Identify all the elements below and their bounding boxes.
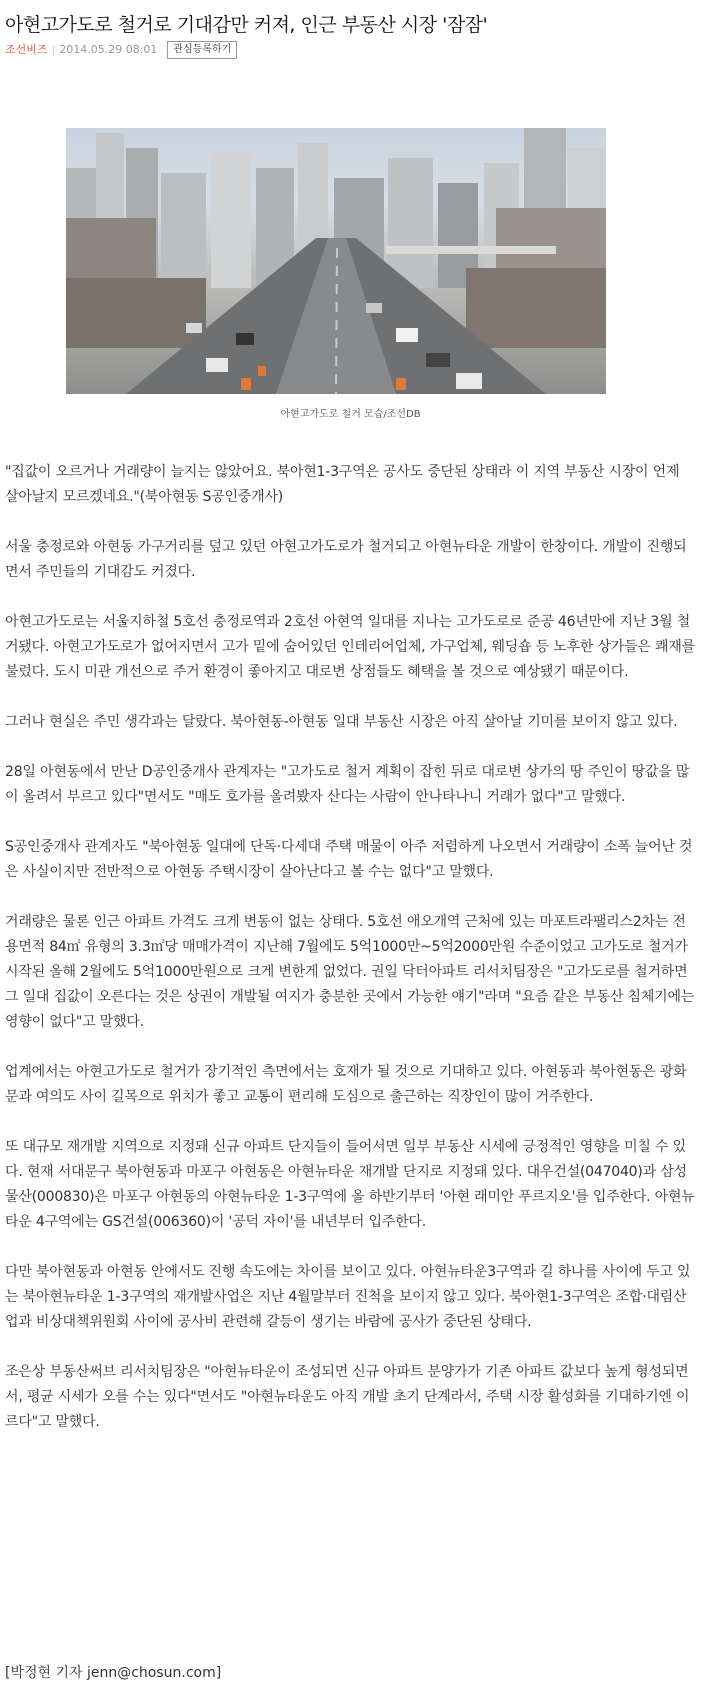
paragraph: 조은상 부동산써브 리서치팀장은 "아현뉴타운이 조성되면 신규 아파트 분양가가 기존 아파트 값보다 높게 형성되면서, 평균 시세가 오를 수는 있다"면서도 "아현뉴타운도 아직 개발 초기 단계라서, 주택 시장 활성화를 기대하기엔 이르다"고 말했다. (5, 1364, 690, 1430)
paragraph: 서울 충정로와 아현동 가구거리를 덮고 있던 아현고가도로가 철거되고 아현뉴타운 개발이 한창이다. 개발이 진행되면서 주민들의 기대감도 커졌다. (5, 539, 687, 580)
paragraph: 아현고가도로는 서울지하철 5호선 충정로역과 2호선 아현역 일대를 지나는 고가도로로 준공 46년만에 지난 3월 철거됐다. 아현고가도로가 없어지면서 고가 밑에 숨어있던 인테리어업체, 가구업체, 웨딩숍 등 노후한 상가들은 쾌재를 불렀다. 도시 미관 개선으로 주거 환경이 좋아지고 대로변 상점들도 혜택을 볼 것으로 예상됐기 때문이다. (5, 614, 695, 680)
paragraph: 28일 아현동에서 만난 D공인중개사 관계자는 "고가도로 철거 계획이 잡힌 뒤로 대로변 상가의 땅 주인이 땅값을 많이 올려서 부르고 있다"면서도 "매도 호가를 올려봤자 산다는 사람이 안나타나니 거래가 없다"고 말했다. (5, 764, 690, 805)
article-datetime: 2014.05.29 08:01 (59, 43, 158, 56)
street-scene-image (66, 128, 606, 394)
paragraph: 거래량은 물론 인근 아파트 가격도 크게 변동이 없는 상태다. 5호선 애오개역 근처에 있는 마포트라팰리스2차는 전용면적 84㎡ 유형의 3.3㎡당 매매가격이 지난해 7월에도 5억1000만~5억2000만원 수준이었고 고가도로 철거가 시작된 올해 2월에도 5억1000만원으로 크게 변한게 없었다. 권일 닥터아파트 리서치팀장은 "고가도로를 철거하면 그 일대 집값이 오른다는 것은 상권이 개발될 여지가 충분한 곳에서 가능한 얘기"라며 "요즘 같은 부동산 침체기에는 영향이 없다"고 말했다. (5, 914, 695, 1030)
meta-divider: | (51, 43, 56, 56)
favorite-button[interactable]: 관심등록하기 (167, 41, 237, 59)
paragraph: "집값이 오르거나 거래량이 늘지는 않았어요. 북아현1-3구역은 공사도 중단된 상태라 이 지역 부동산 시장이 언제 살아날지 모르겠네요."(북아현동 S공인중개사) (5, 464, 680, 505)
article-meta (5, 41, 237, 59)
article-title: 아현고가도로 철거로 기대감만 커져, 인근 부동산 시장 '잠잠' (5, 14, 488, 36)
article-photo (66, 128, 606, 394)
photo-caption: 아현고가도로 철거 모습/조선DB (280, 409, 421, 420)
article-body (5, 460, 695, 1460)
paragraph: 또 대규모 재개발 지역으로 지정돼 신규 아파트 단지들이 들어서면 일부 부동산 시세에 긍정적인 영향을 미칠 수 있다. 현재 서대문구 북아현동과 마포구 아현동은 아현뉴타운 재개발 단지로 지정돼 있다. 대우건설(047040)과 삼성물산(000830)은 마포구 아현동의 아현뉴타운 1-3구역에 올 하반기부터 '아현 래미안 푸르지오'를 입주한다. 아현뉴타운 4구역에는 GS건설(006360)이 '공덕 자이'를 내년부터 입주한다. (5, 1139, 695, 1230)
paragraph: 업계에서는 아현고가도로 철거가 장기적인 측면에서는 호재가 될 것으로 기대하고 있다. 아현동과 북아현동은 광화문과 여의도 사이 길목으로 위치가 좋고 교통이 편리해 도심으로 출근하는 직장인이 많이 거주한다. (5, 1064, 687, 1105)
paragraph: S공인중개사 관계자도 "북아현동 일대에 단독·다세대 주택 매물이 아주 저렴하게 나오면서 거래량이 소폭 늘어난 것은 사실이지만 전반적으로 아현동 주택시장이 살아난다고 볼 수는 없다"고 말했다. (5, 839, 693, 880)
reporter-byline: [박정현 기자 jenn@chosun.com] (5, 1665, 222, 1681)
source-link[interactable]: 조선비즈 (5, 43, 48, 56)
paragraph: 다만 북아현동과 아현동 안에서도 진행 속도에는 차이를 보이고 있다. 아현뉴타운3구역과 길 하나를 사이에 두고 있는 북아현뉴타운 1-3구역의 재개발사업은 지난 4월말부터 진척을 보이지 않고 있다. 북아현1-3구역은 조합·대림산업과 비상대책위원회 사이에 공사비 관련해 갈등이 생기는 바람에 공사가 중단된 상태다. (5, 1264, 691, 1330)
paragraph: 그러나 현실은 주민 생각과는 달랐다. 북아현동-아현동 일대 부동산 시장은 아직 살아날 기미를 보이지 않고 있다. (5, 714, 678, 730)
